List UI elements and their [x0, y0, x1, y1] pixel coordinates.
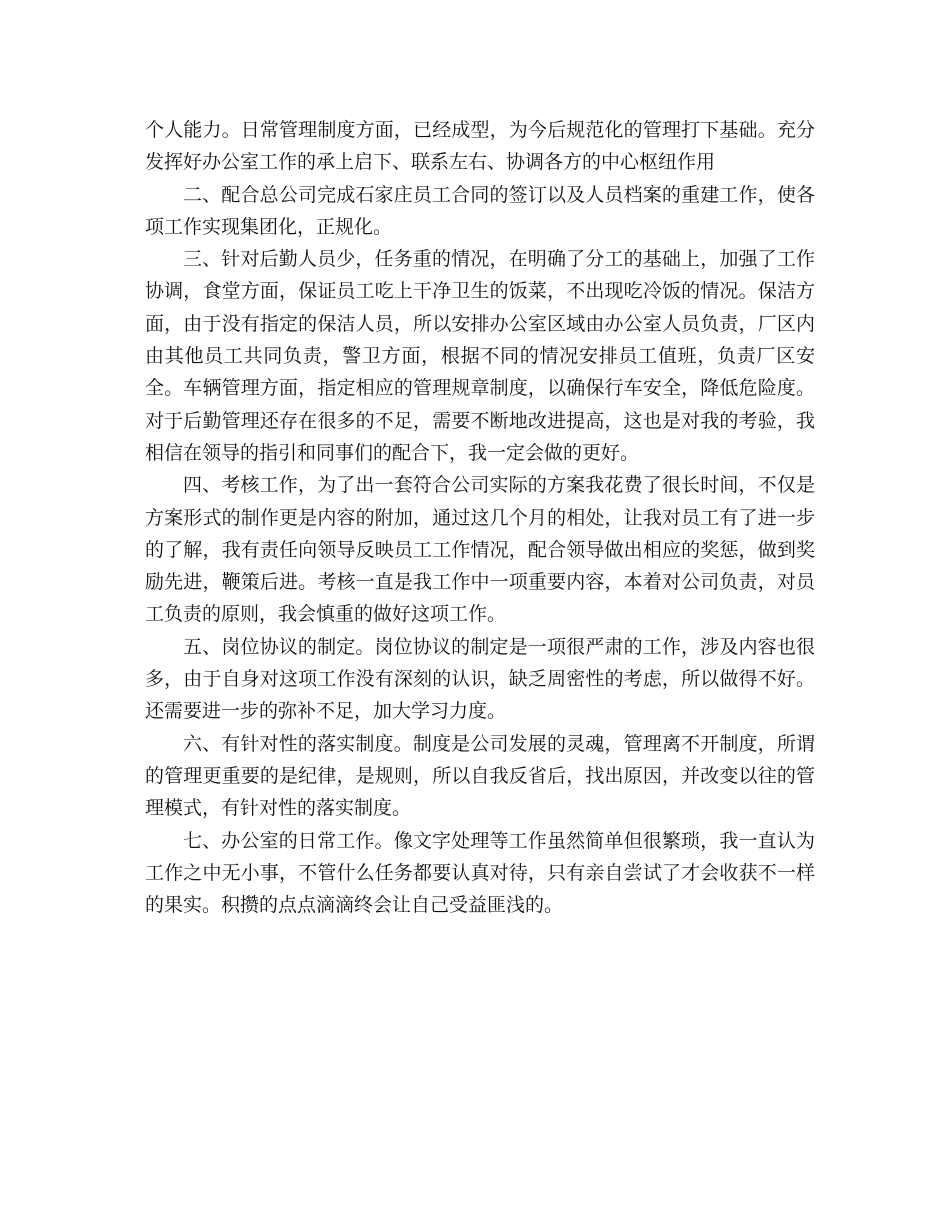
paragraph-item-5: 五、岗位协议的制定。岗位协议的制定是一项很严肃的工作，涉及内容也很多，由于自身对这项工作没有深刻的认识，缺乏周密性的考虑，所以做得不好。还需要进一步的弥补不足，加大学习力度。: [145, 635, 815, 723]
document-body: [145, 114, 815, 921]
paragraph-item-3: 三、针对后勤人员少，任务重的情况，在明确了分工的基础上，加强了工作协调，食堂方面，保证员工吃上干净卫生的饭菜，不出现吃冷饭的情况。保洁方面，由于没有指定的保洁人员，所以安排办公室区域由办公室人员负责，厂区内由其他员工共同负责，警卫方面，根据不同的情况安排员工值班，负责厂区安全。车辆管理方面，指定相应的管理规章制度，以确保行车安全，降低危险度。对于后勤管理还存在很多的不足，需要不断地改进提高，这也是对我的考验，我相信在领导的指引和同事们的配合下，我一定会做的更好。: [145, 248, 815, 464]
paragraph-item-2: 二、配合总公司完成石家庄员工合同的签订以及人员档案的重建工作，使各项工作实现集团化，正规化。: [145, 183, 815, 238]
paragraph-item-4: 四、考核工作，为了出一套符合公司实际的方案我花费了很长时间，不仅是方案形式的制作更是内容的附加，通过这几个月的相处，让我对员工有了进一步的了解，我有责任向领导反映员工工作情况，配合领导做出相应的奖惩，做到奖励先进，鞭策后进。考核一直是我工作中一项重要内容，本着对公司负责，对员工负责的原则，我会慎重的做好这项工作。: [145, 474, 815, 626]
paragraph-item-7: 七、办公室的日常工作。像文字处理等工作虽然简单但很繁琐，我一直认为工作之中无小事，不管什么任务都要认真对待，只有亲自尝试了才会收获不一样的果实。积攒的点点滴滴终会让自己受益匪浅的。: [145, 829, 815, 917]
paragraph-continuation: 个人能力。日常管理制度方面，已经成型，为今后规范化的管理打下基础。充分发挥好办公室工作的承上启下、联系左右、协调各方的中心枢纽作用: [145, 119, 815, 174]
paragraph-item-6: 六、有针对性的落实制度。制度是公司发展的灵魂，管理离不开制度，所谓的管理更重要的是纪律，是规则，所以自我反省后，找出原因，并改变以往的管理模式，有针对性的落实制度。: [145, 732, 815, 820]
